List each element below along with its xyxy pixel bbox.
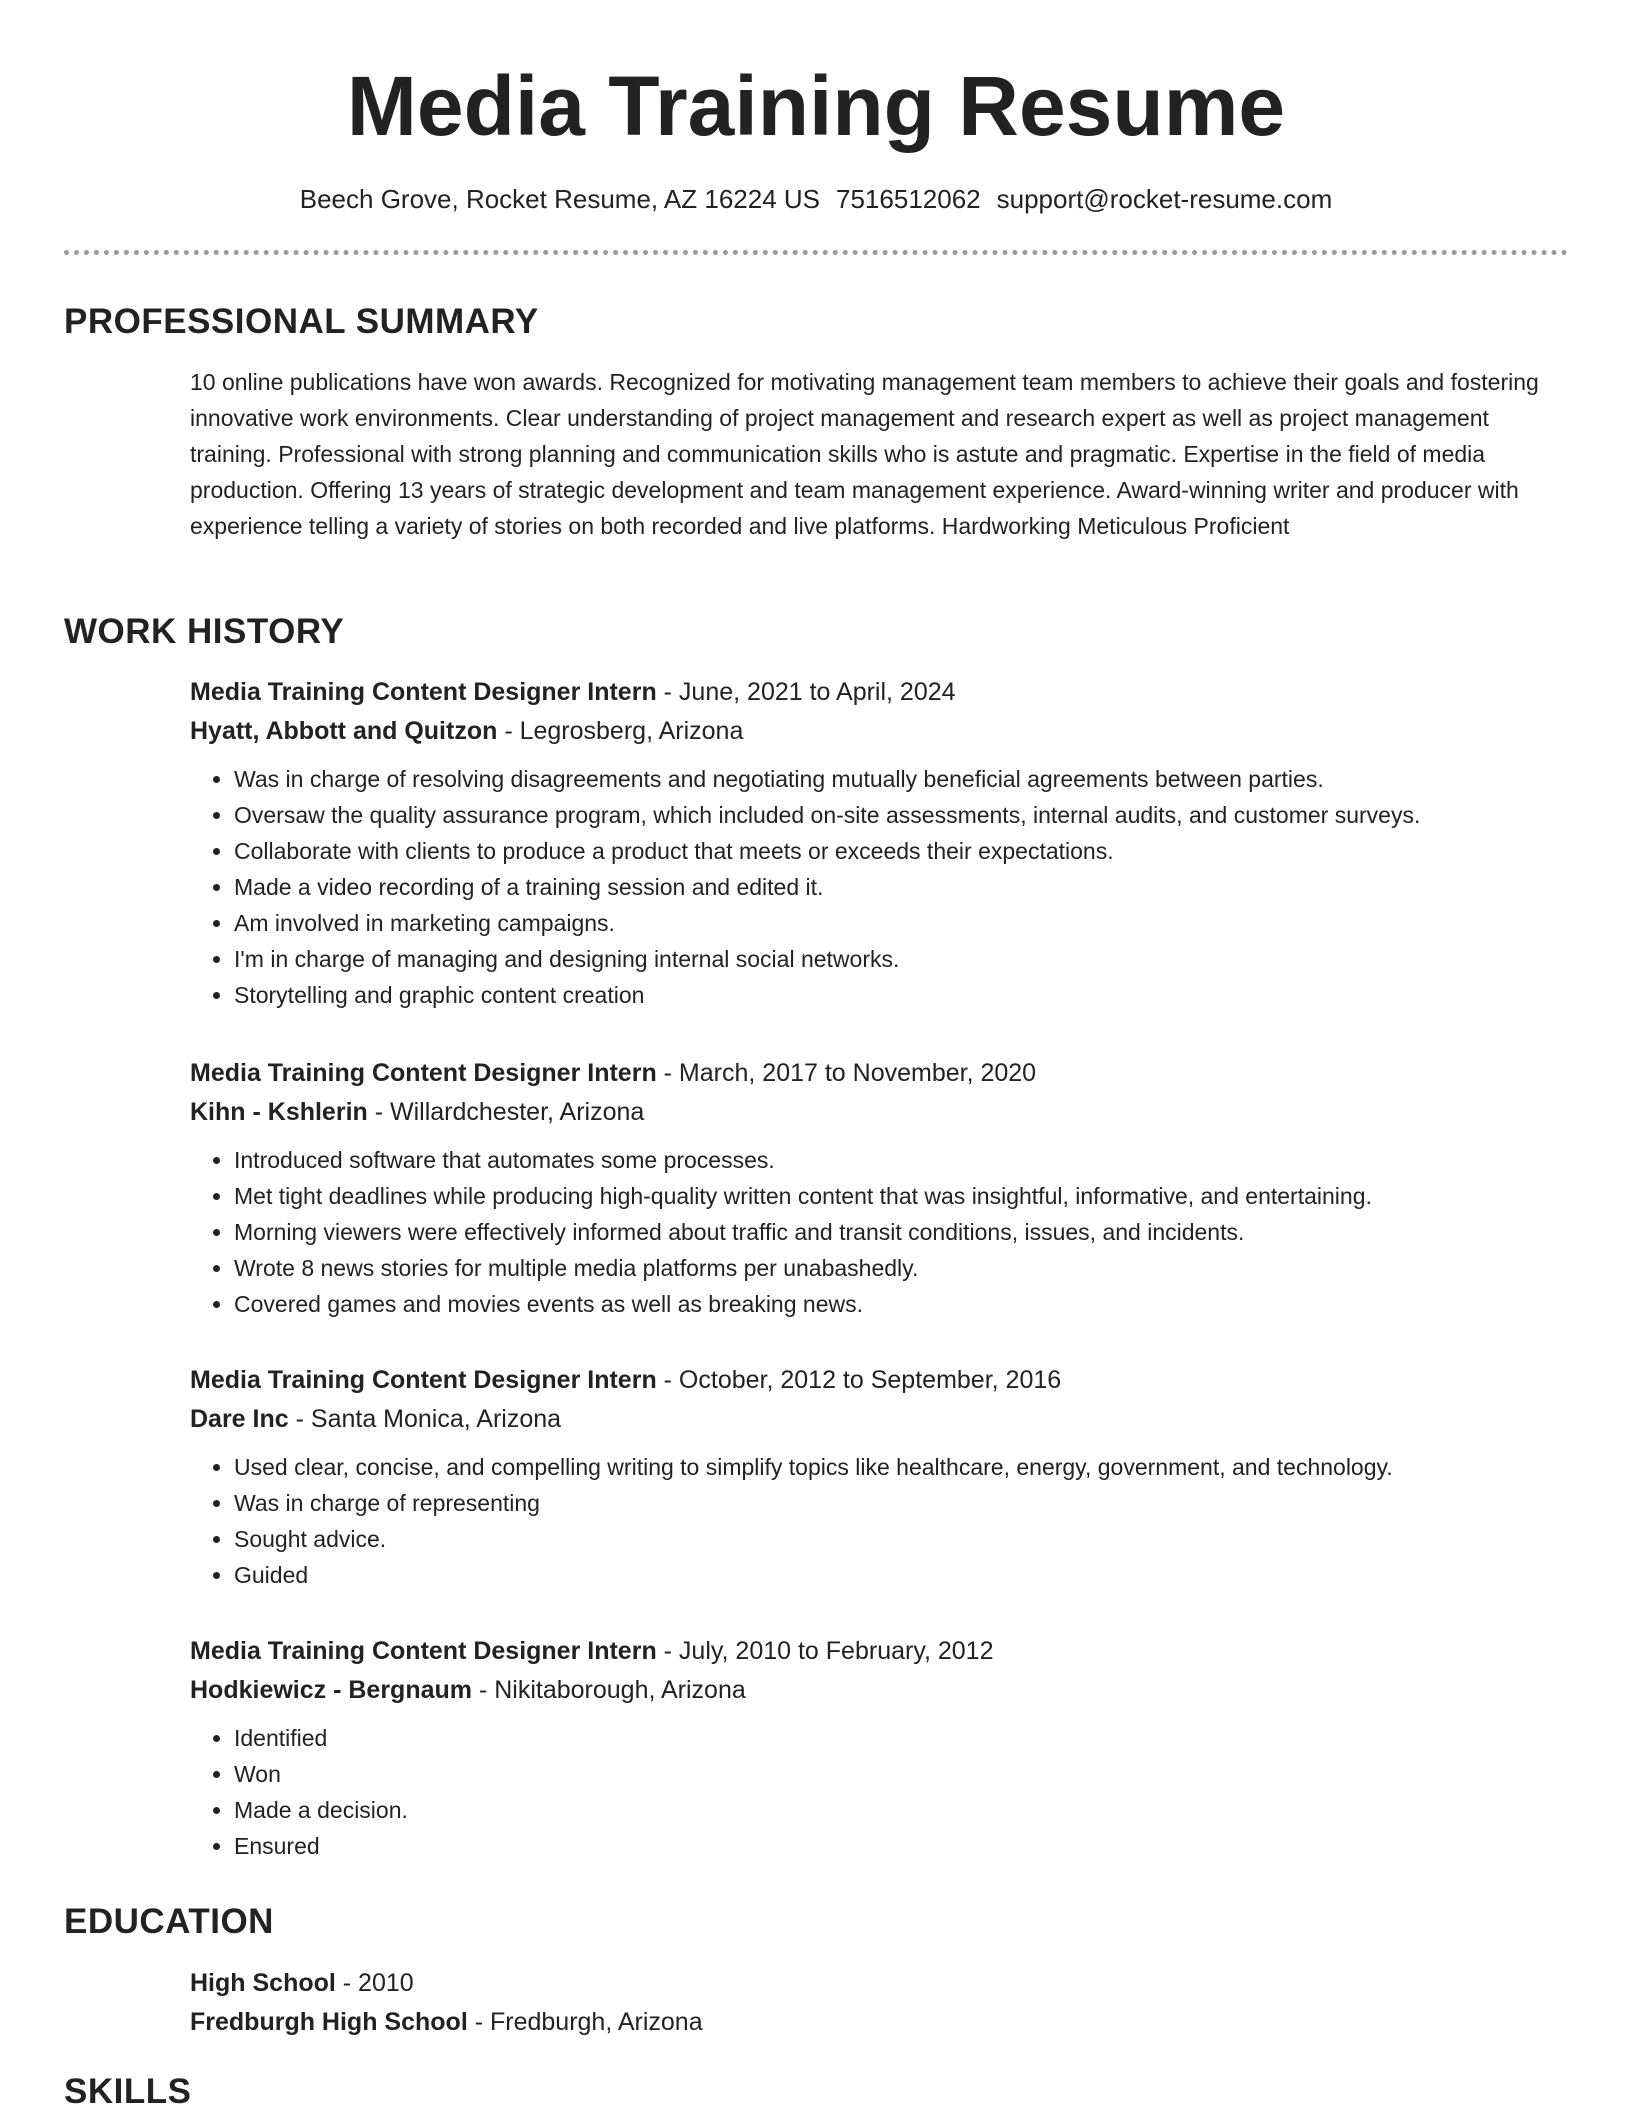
summary-text: 10 online publications have won awards. Recognized for motivating management team members to achieve their goals and fostering innovative work environments. Clear understanding of project management and research expert as well as project management training. Professional with strong planning and communication skills who is astute and pragmatic. Expertise in the field of media production. Offering 13 years of strategic development and team management experience. Award-winning writer and producer with experience telling a variety of stories on both recorded and live platforms. Hardworking Meticulous Proficient (190, 369, 1539, 539)
job-bullet: • Collaborate with clients to produce a product that meets or exceeds their expectations. (234, 833, 1568, 869)
job-company: Hodkiewicz - Bergnaum (190, 1676, 472, 1704)
work-section (64, 610, 1568, 654)
job-location: - Nikitaborough, Arizona (472, 1676, 746, 1704)
job-entry (64, 673, 1568, 1013)
job-bullet: • Won (234, 1756, 1568, 1792)
job-bullet: • Was in charge of representing (234, 1485, 1568, 1521)
job-body (190, 673, 1568, 1013)
summary-section (64, 300, 1568, 544)
job-body (190, 1632, 1568, 1864)
job-bullet: • I'm in charge of managing and designing internal social networks. (234, 941, 1568, 977)
job-title-line (190, 1361, 1568, 1400)
job-dates: - June, 2021 to April, 2024 (656, 678, 956, 706)
job-dates: - July, 2010 to February, 2012 (656, 1637, 994, 1665)
job-bullet: • Guided (234, 1557, 1568, 1593)
job-bullet: • Was in charge of resolving disagreements and negotiating mutually beneficial agreements between parties. (234, 761, 1568, 797)
education-school: Fredburgh High School (190, 2008, 468, 2036)
work-heading: WORK HISTORY (64, 612, 345, 651)
job-bullet: • Storytelling and graphic content creation (234, 977, 1568, 1013)
resume-title: Media Training Resume (346, 59, 1286, 153)
education-entry (64, 1964, 1568, 2042)
contact-email[interactable]: support@rocket-resume.com (996, 184, 1333, 214)
job-title-line (190, 1054, 1568, 1093)
education-year: - 2010 (335, 1969, 414, 1997)
job-title-line (190, 1632, 1568, 1671)
job-bullet: • Morning viewers were effectively informed about traffic and transit conditions, issues, and incidents. (234, 1214, 1568, 1250)
education-degree: High School (190, 1969, 336, 1997)
job-company-line (190, 712, 1568, 751)
job-company-line (190, 1093, 1568, 1132)
job-bullet: • Identified (234, 1720, 1568, 1756)
education-location: - Fredburgh, Arizona (467, 2008, 703, 2036)
job-dates: - March, 2017 to November, 2020 (656, 1059, 1037, 1087)
education-body (190, 1964, 1568, 2042)
job-bullet: • Oversaw the quality assurance program, which included on-site assessments, internal audits, and customer surveys. (234, 797, 1568, 833)
job-bullet: • Ensured (234, 1828, 1568, 1864)
job-company-line (190, 1400, 1568, 1439)
job-bullet: • Met tight deadlines while producing high-quality written content that was insightful, informative, and entertaining. (234, 1178, 1568, 1214)
job-bullets (190, 1720, 1568, 1864)
job-bullet: • Made a decision. (234, 1792, 1568, 1828)
job-entry (64, 1632, 1568, 1864)
job-location: - Legrosberg, Arizona (497, 717, 744, 745)
job-dates: - October, 2012 to September, 2016 (656, 1366, 1062, 1394)
job-title: Media Training Content Designer Intern (190, 1059, 657, 1087)
job-location: - Santa Monica, Arizona (288, 1405, 562, 1433)
job-bullet: • Am involved in marketing campaigns. (234, 905, 1568, 941)
job-bullets (190, 761, 1568, 1013)
contact-phone: 7516512062 (836, 184, 981, 214)
job-company: Dare Inc (190, 1405, 289, 1433)
job-company-line (190, 1671, 1568, 1710)
contact-line (0, 182, 1632, 216)
job-title-line (190, 673, 1568, 712)
job-bullet: • Wrote 8 news stories for multiple media platforms per unabashedly. (234, 1250, 1568, 1286)
job-entry (64, 1361, 1568, 1593)
skills-heading: SKILLS (64, 2072, 192, 2111)
job-body (190, 1054, 1568, 1322)
job-bullets (190, 1142, 1568, 1322)
job-bullets (190, 1449, 1568, 1593)
job-company: Kihn - Kshlerin (190, 1098, 368, 1126)
education-section (64, 1900, 1568, 1944)
job-bullet: • Sought advice. (234, 1521, 1568, 1557)
header-divider (64, 250, 1568, 255)
job-bullet: • Covered games and movies events as well as breaking news. (234, 1286, 1568, 1322)
job-company: Hyatt, Abbott and Quitzon (190, 717, 498, 745)
contact-address: Beech Grove, Rocket Resume, AZ 16224 US (299, 184, 821, 214)
summary-heading: PROFESSIONAL SUMMARY (64, 302, 539, 341)
job-entry (64, 1054, 1568, 1322)
skills-section (64, 2070, 1568, 2112)
job-body (190, 1361, 1568, 1593)
job-bullet: • Made a video recording of a training session and edited it. (234, 869, 1568, 905)
job-title: Media Training Content Designer Intern (190, 1366, 657, 1394)
education-school-line (190, 2003, 1568, 2042)
summary-body (190, 364, 1568, 544)
job-location: - Willardchester, Arizona (367, 1098, 645, 1126)
job-bullet: • Introduced software that automates some processes. (234, 1142, 1568, 1178)
education-degree-line (190, 1964, 1568, 2003)
job-bullet: • Used clear, concise, and compelling writing to simplify topics like healthcare, energy, government, and technology. (234, 1449, 1568, 1485)
education-heading: EDUCATION (64, 1902, 274, 1941)
job-title: Media Training Content Designer Intern (190, 678, 657, 706)
job-title: Media Training Content Designer Intern (190, 1637, 657, 1665)
